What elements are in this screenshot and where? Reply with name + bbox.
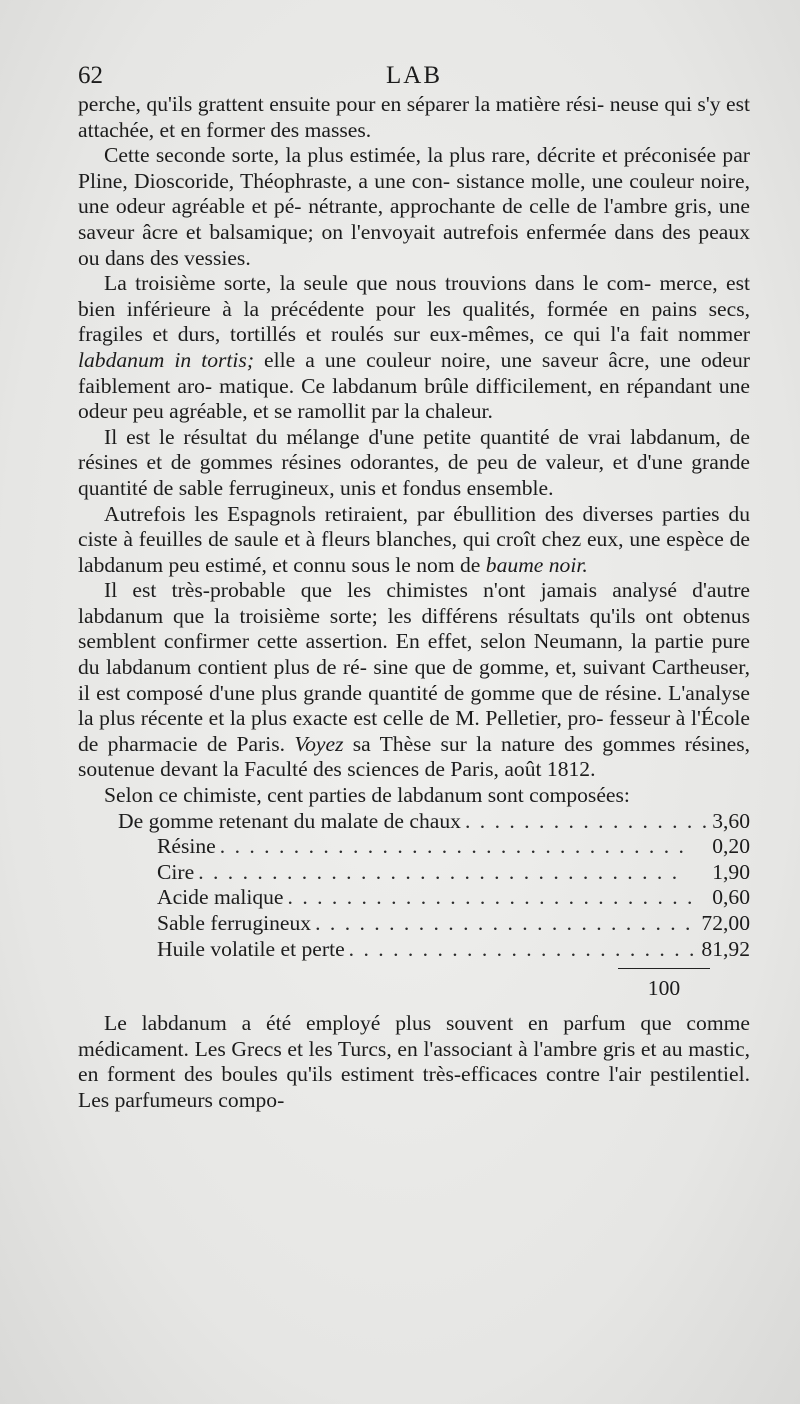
- paragraph: Le labdanum a été employé plus souvent en parfum que comme médicament. Les Grecs et les Turcs, en l'associant à l'ambre gris et au mastic, en forment des boules qu'ils estiment très-efficaces contre l'air pestilentiel. Les parfumeurs compo-: [78, 1011, 750, 1112]
- page-header: [78, 58, 750, 92]
- leader-dots: [315, 911, 695, 937]
- running-head: LAB: [386, 62, 442, 89]
- leader-dots: [349, 937, 696, 963]
- italic-term: labdanum in tortis;: [78, 347, 255, 372]
- row-value: 0,60: [712, 885, 750, 910]
- leader-dots: [288, 885, 695, 911]
- paragraph: Il est très-probable que les chimistes n'ont jamais analysé d'autre labdanum que la troisième sorte; les différens résultats qu'ils ont obtenus semblent confirmer cette assertion. En effet, selon Neumann, la partie pure du labdanum contient plus de ré- sine que de gomme, et, suivant Cartheuser, il est composé d'une plus grande quantité de gomme que de résine. L'analyse la plus récente et la plus exacte est celle de M. Pelletier, pro- fesseur à l'École de pharmacie de Paris. Voyez sa Thèse sur la nature des gommes résines, soutenue devant la Faculté des sciences de Paris, août 1812.: [78, 578, 750, 782]
- row-value: 81,92: [701, 936, 750, 961]
- row-value: 1,90: [712, 859, 750, 884]
- paragraph: Autrefois les Espagnols retiraient, par ébullition des diverses parties du ciste à feuilles de saule et à fleurs blanches, qui croît chez eux, une espèce de labdanum peu estimé, et connu sous le nom de baume noir.: [78, 501, 750, 577]
- table-row: [78, 937, 750, 963]
- row-label: Résine: [157, 834, 216, 859]
- paragraph: Il est le résultat du mélange d'une petite quantité de vrai labdanum, de résines et de gommes résines odorantes, de peu de valeur, et d'une grande quantité de sable ferrugineux, unis et fondus ensemble.: [78, 424, 750, 500]
- row-value: 3,60: [712, 808, 750, 833]
- table-row: [78, 809, 750, 835]
- table-row: [78, 911, 750, 937]
- table-total: 100: [647, 976, 681, 1001]
- italic-term: Voyez: [294, 731, 344, 756]
- book-page: [78, 58, 750, 1114]
- paragraph: La troisième sorte, la seule que nous trouvions dans le com- merce, est bien inférieure à la précédente pour les qualités, formée en pains secs, fragiles et durs, tortillés et roulés sur eux-mêmes, ce qui l'a fait nommer labdanum in tortis; elle a une couleur noire, une saveur âcre, une odeur faiblement aro- matique. Ce labdanum brûle difficilement, en répandant une odeur peu agréable, et se ramollit par la chaleur.: [78, 271, 750, 424]
- leader-dots: [220, 834, 687, 860]
- composition-table: [78, 809, 750, 1004]
- table-row: [78, 885, 750, 911]
- italic-term: baume noir.: [485, 552, 588, 577]
- leader-dots: [465, 809, 706, 835]
- row-value: 72,00: [701, 911, 750, 935]
- row-label: Acide malique: [157, 885, 284, 910]
- row-label: De gomme retenant du malate de chaux: [118, 808, 461, 833]
- row-label: Sable ferrugineux: [157, 911, 312, 935]
- table-row: [78, 834, 750, 860]
- row-value: 0,20: [712, 834, 750, 859]
- row-label: Huile volatile et perte: [157, 936, 345, 961]
- paragraph: Selon ce chimiste, cent parties de labdanum sont composées:: [104, 783, 630, 808]
- paragraph: Cette seconde sorte, la plus estimée, la plus rare, décrite et préconisée par Pline, Dioscoride, Théophraste, a une con- sistance molle, une couleur noire, une odeur agréable et pé- nétrante, approchante de celle de l'ambre gris, une saveur âcre et balsamique; on l'envoyait autrefois enfermée dans des peaux ou dans des vessies.: [78, 143, 750, 270]
- body-text-continued: [78, 1011, 750, 1113]
- paragraph: perche, qu'ils grattent ensuite pour en séparer la matière rési- neuse qui s'y est attachée, et en former des masses.: [78, 92, 750, 142]
- row-label: Cire: [157, 859, 195, 884]
- page-number: 62: [78, 62, 103, 89]
- leader-dots: [198, 860, 684, 886]
- sum-rule: [618, 968, 710, 969]
- table-row: [78, 860, 750, 886]
- body-text: [78, 92, 750, 809]
